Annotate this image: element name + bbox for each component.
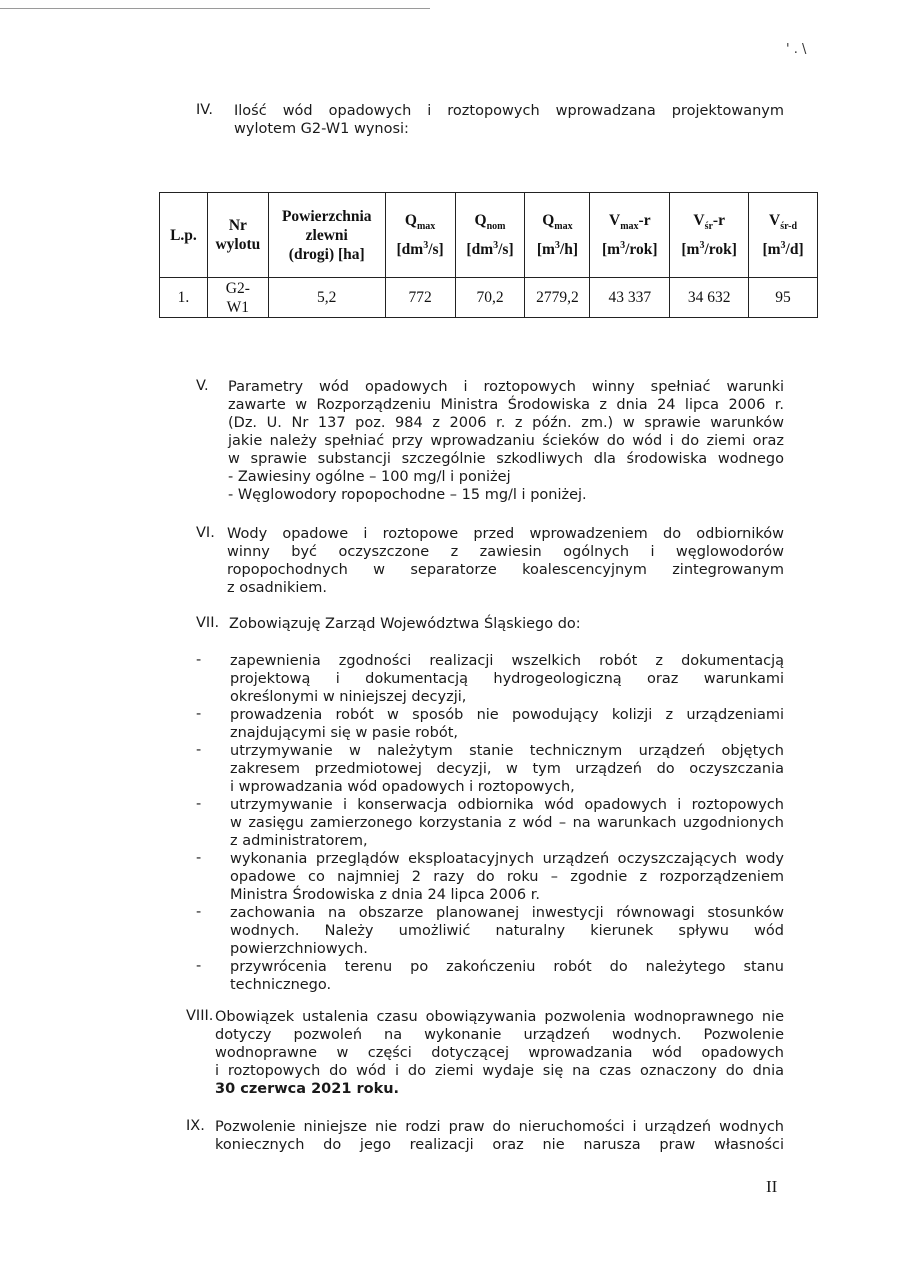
text-line: - Zawiesiny ogólne – 100 mg/l i poniżej (228, 469, 511, 485)
text-line: Ministra Środowiska z dnia 24 lipca 2006 r. (230, 887, 541, 903)
list-item (196, 706, 784, 742)
text-line: i roztopowych do wód i do ziemi wydaje się na czas oznaczony do dnia (215, 1063, 784, 1079)
header-qmax-dm3s: $Q_{max}$ $[dm^3/s]$ (385, 193, 455, 278)
header-qmax-m3h: $Q_{max}$ $[m^3/h]$ (525, 193, 590, 278)
header-outlet-number: Nr wylotu (207, 193, 268, 278)
dash-marker: - (196, 796, 202, 812)
section-number: VIII. (186, 1008, 214, 1024)
top-border-line (0, 8, 430, 9)
text-line: z osadnikiem. (227, 580, 328, 596)
dash-marker: - (196, 958, 202, 974)
list-item (196, 742, 784, 796)
text-line: wykonania przeglądów eksploatacyjnych urządzeń oczyszczających wody (230, 851, 784, 867)
header-vmax-r: $V_{max}-r$ $[m^3/rok]$ (590, 193, 670, 278)
text-line: wodnych. Należy umożliwić naturalny kierunek spływu wód (230, 923, 784, 939)
text-line: Wody opadowe i roztopowe przed wprowadzeniem do odbiorników (227, 526, 784, 542)
text-line: dotyczy pozwoleń na wykonanie urządzeń wodnych. Pozwolenie (215, 1027, 784, 1043)
text-line: utrzymywanie i konserwacja odbiornika wód opadowych i roztopowych (230, 797, 784, 813)
text-line: zakresem przedmiotowej decyzji, w tym urządzeń do oczyszczania (230, 761, 784, 777)
cell-vsr-d: 95 (749, 278, 818, 318)
section-number: VII. (196, 615, 220, 631)
text-line: przywrócenia terenu po zakończeniu robót do należytego stanu (230, 959, 784, 975)
section-number: IX. (186, 1118, 205, 1134)
text-line: wylotem G2-W1 wynosi: (234, 121, 409, 137)
text-line: ropopochodnych w separatorze koalescencyjnym zintegrowanym (227, 562, 784, 578)
text-line: opadowe co najmniej 2 razy do roku – zgodnie z rozporządzeniem (230, 869, 784, 885)
text-line: zapewnienia zgodności realizacji wszelkich robót z dokumentacją (230, 653, 784, 669)
cell-vsr-r: 34 632 (670, 278, 749, 318)
cell-vmax-r: 43 337 (590, 278, 670, 318)
text-line: winny być oczyszczone z zawiesin ogólnych i węglowodorów (227, 544, 784, 560)
cell-qmax-dm3s: 772 (385, 278, 455, 318)
list-item (196, 796, 784, 850)
text-line: Pozwolenie niniejsze nie rodzi praw do nieruchomości i urządzeń wodnych (215, 1119, 784, 1135)
text-line: jakie należy spełniać przy wprowadzaniu ścieków do wód i do ziemi oraz (228, 433, 784, 449)
text-line: zawarte w Rozporządzeniu Ministra Środowiska z dnia 24 lipca 2006 r. (228, 397, 784, 413)
text-line: w zasięgu zamierzonego korzystania z wód – na warunkach uzgodnionych (230, 815, 784, 831)
header-vsr-d: $V_{śr-d}$ $[m^3/d]$ (749, 193, 818, 278)
text-line: Ilość wód opadowych i roztopowych wprowadzana projektowanym (234, 103, 784, 119)
text-line: technicznego. (230, 977, 332, 993)
text-line: Parametry wód opadowych i roztopowych winny spełniać warunki (228, 379, 784, 395)
cell-outlet-number: G2- W1 (207, 278, 268, 318)
text-line: wodnoprawne w części dotyczącej wprowadzania wód opadowych (215, 1045, 784, 1061)
table-row (160, 278, 818, 318)
list-item (196, 850, 784, 904)
list-item (196, 958, 784, 994)
validity-date: 30 czerwca 2021 roku. (215, 1081, 400, 1097)
text-line: (Dz. U. Nr 137 poz. 984 z 2006 r. z późn. zm.) w sprawie warunków (228, 415, 784, 431)
text-line: Obowiązek ustalenia czasu obowiązywania pozwolenia wodnoprawnego nie (215, 1009, 784, 1025)
obligations-list (196, 652, 784, 994)
cell-qnom: 70,2 (455, 278, 525, 318)
dash-marker: - (196, 904, 202, 920)
table-header-row (160, 193, 818, 278)
header-vsr-r: $V_{śr}-r$ $[m^3/rok]$ (670, 193, 749, 278)
outlet-flow-table (159, 192, 818, 318)
text-line: - Węglowodory ropopochodne – 15 mg/l i poniżej. (228, 487, 587, 503)
list-item (196, 652, 784, 706)
section-number: IV. (196, 102, 213, 118)
text-line: utrzymywanie w należytym stanie technicznym urządzeń objętych (230, 743, 784, 759)
text-line: koniecznych do jego realizacji oraz nie narusza praw własności (215, 1137, 784, 1153)
list-item (196, 904, 784, 958)
header-qnom: $Q_{nom}$ $[dm^3/s]$ (455, 193, 525, 278)
section-number: VI. (196, 525, 215, 541)
section-number: V. (196, 378, 209, 394)
dash-marker: - (196, 850, 202, 866)
header-catchment-area: Powierzchnia zlewni (drogi) [ha] (268, 193, 385, 278)
dash-marker: - (196, 706, 202, 722)
dash-marker: - (196, 652, 202, 668)
text-line: i wprowadzania wód opadowych i roztopowych, (230, 779, 575, 795)
text-line: znajdującymi się w pasie robót, (230, 725, 459, 741)
text-line: określonymi w niniejszej decyzji, (230, 689, 467, 705)
text-line: Zobowiązuję Zarząd Województwa Śląskiego do: (229, 616, 581, 632)
corner-marks: ' . \ (786, 42, 807, 57)
text-line: powierzchniowych. (230, 941, 368, 957)
cell-area: 5,2 (268, 278, 385, 318)
page-number: II (766, 1177, 778, 1196)
text-line: projektową i dokumentacją hydrogeologiczną oraz warunkami (230, 671, 784, 687)
header-lp: L.p. (160, 193, 208, 278)
cell-qmax-m3h: 2779,2 (525, 278, 590, 318)
text-line: w sprawie substancji szczególnie szkodliwych dla środowiska wodnego (228, 451, 784, 467)
text-line: prowadzenia robót w sposób nie powodujący kolizji z urządzeniami (230, 707, 784, 723)
text-line: z administratorem, (230, 833, 368, 849)
cell-lp: 1. (160, 278, 208, 318)
text-line: zachowania na obszarze planowanej inwestycji równowagi stosunków (230, 905, 784, 921)
dash-marker: - (196, 742, 202, 758)
